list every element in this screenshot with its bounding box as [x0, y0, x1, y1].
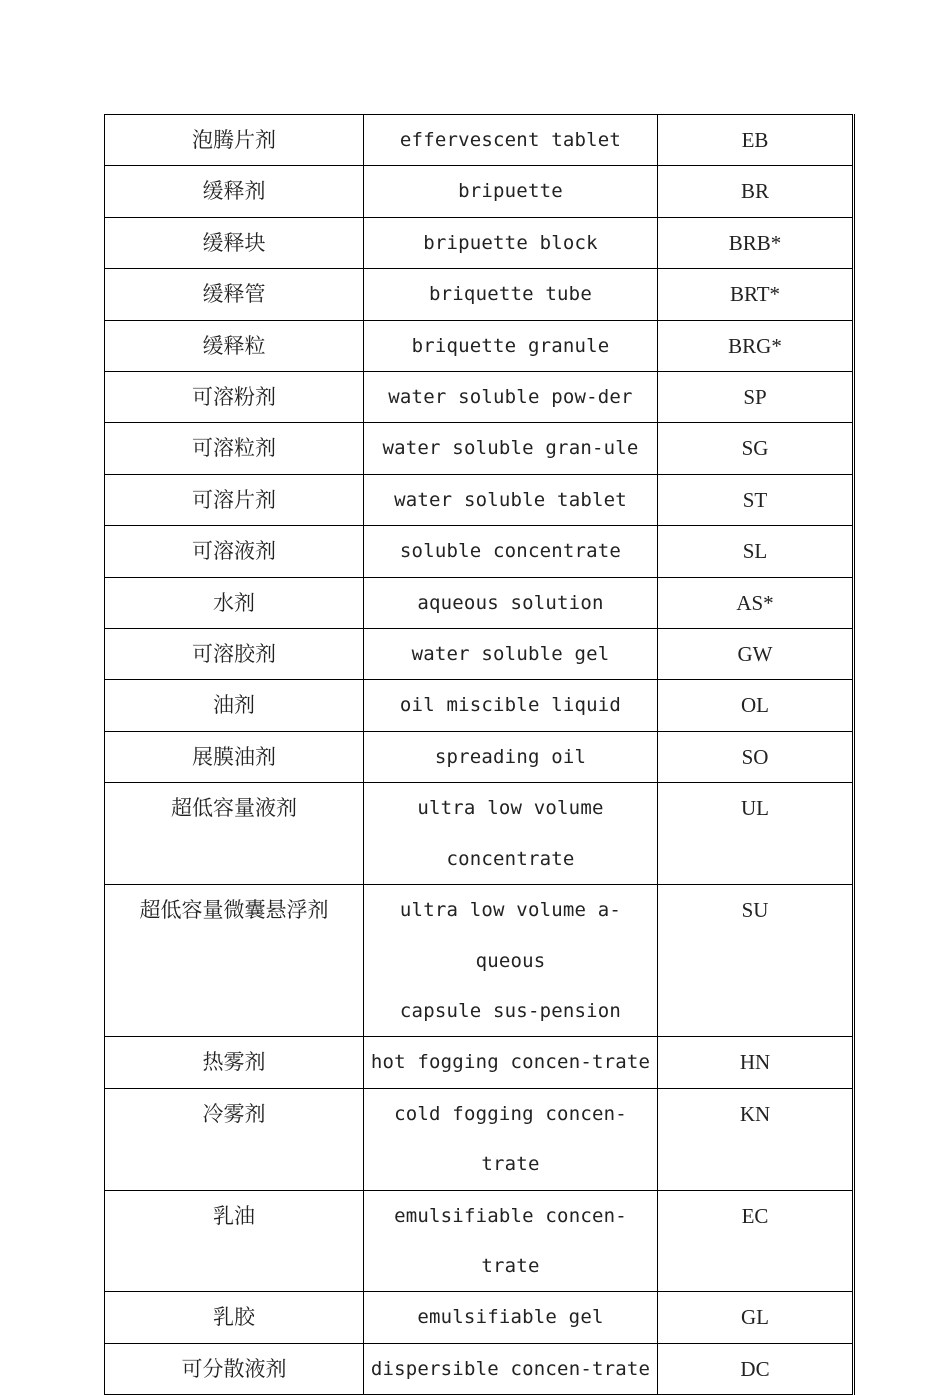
- code-cell: SO: [658, 731, 854, 782]
- english-name-cell: [364, 783, 658, 885]
- english-name-line: concentrate: [446, 847, 575, 870]
- code-cell: BRB*: [658, 217, 854, 268]
- english-name-cell: dispersible concen-trate: [364, 1343, 658, 1394]
- table-row: [105, 577, 854, 628]
- table-row: [105, 731, 854, 782]
- code-cell: DC: [658, 1343, 854, 1394]
- english-name-line: capsule sus-pension: [399, 999, 622, 1022]
- chinese-name-cell: 可溶液剂: [105, 526, 364, 577]
- code-cell: SU: [658, 885, 854, 1037]
- chinese-name-cell: 油剂: [105, 680, 364, 731]
- english-name-cell: aqueous solution: [364, 577, 658, 628]
- english-name-cell: effervescent tablet: [364, 115, 658, 166]
- code-cell: KN: [658, 1088, 854, 1190]
- chinese-name-cell: 乳胶: [105, 1292, 364, 1343]
- table-row: [105, 1292, 854, 1343]
- chinese-name-cell: 冷雾剂: [105, 1088, 364, 1190]
- english-name-cell: briquette granule: [364, 320, 658, 371]
- table-row: [105, 629, 854, 680]
- table-row: [105, 1190, 854, 1292]
- english-name-cell: spreading oil: [364, 731, 658, 782]
- chinese-name-cell: 缓释管: [105, 269, 364, 320]
- table-row: [105, 423, 854, 474]
- table-row: [105, 1037, 854, 1088]
- code-cell: EB: [658, 115, 854, 166]
- english-name-line: ultra low volume a-queous: [399, 899, 622, 972]
- table-row: [105, 526, 854, 577]
- english-name-cell: bripuette: [364, 166, 658, 217]
- code-cell: BR: [658, 166, 854, 217]
- code-cell: SL: [658, 526, 854, 577]
- chinese-name-cell: 可溶片剂: [105, 474, 364, 525]
- table-row: [105, 320, 854, 371]
- chinese-name-cell: 展膜油剂: [105, 731, 364, 782]
- chinese-name-cell: 超低容量微囊悬浮剂: [105, 885, 364, 1037]
- english-name-cell: oil miscible liquid: [364, 680, 658, 731]
- table-row: [105, 1343, 854, 1394]
- english-name-cell: emulsifiable concen-trate: [364, 1190, 658, 1292]
- code-cell: EC: [658, 1190, 854, 1292]
- chinese-name-cell: 缓释剂: [105, 166, 364, 217]
- code-cell: BRT*: [658, 269, 854, 320]
- chinese-name-cell: 泡腾片剂: [105, 115, 364, 166]
- code-cell: SG: [658, 423, 854, 474]
- code-cell: AS*: [658, 577, 854, 628]
- english-name-cell: [364, 885, 658, 1037]
- code-cell: GL: [658, 1292, 854, 1343]
- formulation-table: [104, 114, 855, 1395]
- chinese-name-cell: 超低容量液剂: [105, 783, 364, 885]
- chinese-name-cell: 缓释块: [105, 217, 364, 268]
- table-row: [105, 269, 854, 320]
- chinese-name-cell: 热雾剂: [105, 1037, 364, 1088]
- english-name-cell: water soluble gel: [364, 629, 658, 680]
- english-name-cell: briquette tube: [364, 269, 658, 320]
- table-row: [105, 372, 854, 423]
- code-cell: ST: [658, 474, 854, 525]
- chinese-name-cell: 可溶粒剂: [105, 423, 364, 474]
- code-cell: GW: [658, 629, 854, 680]
- chinese-name-cell: 缓释粒: [105, 320, 364, 371]
- table-row: [105, 783, 854, 885]
- chinese-name-cell: 可溶粉剂: [105, 372, 364, 423]
- english-name-cell: soluble concentrate: [364, 526, 658, 577]
- chinese-name-cell: 可溶胶剂: [105, 629, 364, 680]
- english-name-line: ultra low volume: [417, 797, 604, 820]
- table-row: [105, 115, 854, 166]
- code-cell: BRG*: [658, 320, 854, 371]
- chinese-name-cell: 水剂: [105, 577, 364, 628]
- code-cell: HN: [658, 1037, 854, 1088]
- chinese-name-cell: 可分散液剂: [105, 1343, 364, 1394]
- table-row: [105, 1088, 854, 1190]
- english-name-cell: hot fogging concen-trate: [364, 1037, 658, 1088]
- english-name-cell: bripuette block: [364, 217, 658, 268]
- english-name-cell: water soluble gran-ule: [364, 423, 658, 474]
- table-row: [105, 885, 854, 1037]
- table-body: [105, 115, 854, 1395]
- code-cell: OL: [658, 680, 854, 731]
- code-cell: SP: [658, 372, 854, 423]
- table-row: [105, 166, 854, 217]
- code-cell: UL: [658, 783, 854, 885]
- english-name-cell: emulsifiable gel: [364, 1292, 658, 1343]
- english-name-cell: water soluble tablet: [364, 474, 658, 525]
- table-row: [105, 680, 854, 731]
- table-row: [105, 474, 854, 525]
- formulation-table-container: [104, 114, 856, 1395]
- chinese-name-cell: 乳油: [105, 1190, 364, 1292]
- english-name-cell: water soluble pow-der: [364, 372, 658, 423]
- english-name-cell: cold fogging concen-trate: [364, 1088, 658, 1190]
- table-row: [105, 217, 854, 268]
